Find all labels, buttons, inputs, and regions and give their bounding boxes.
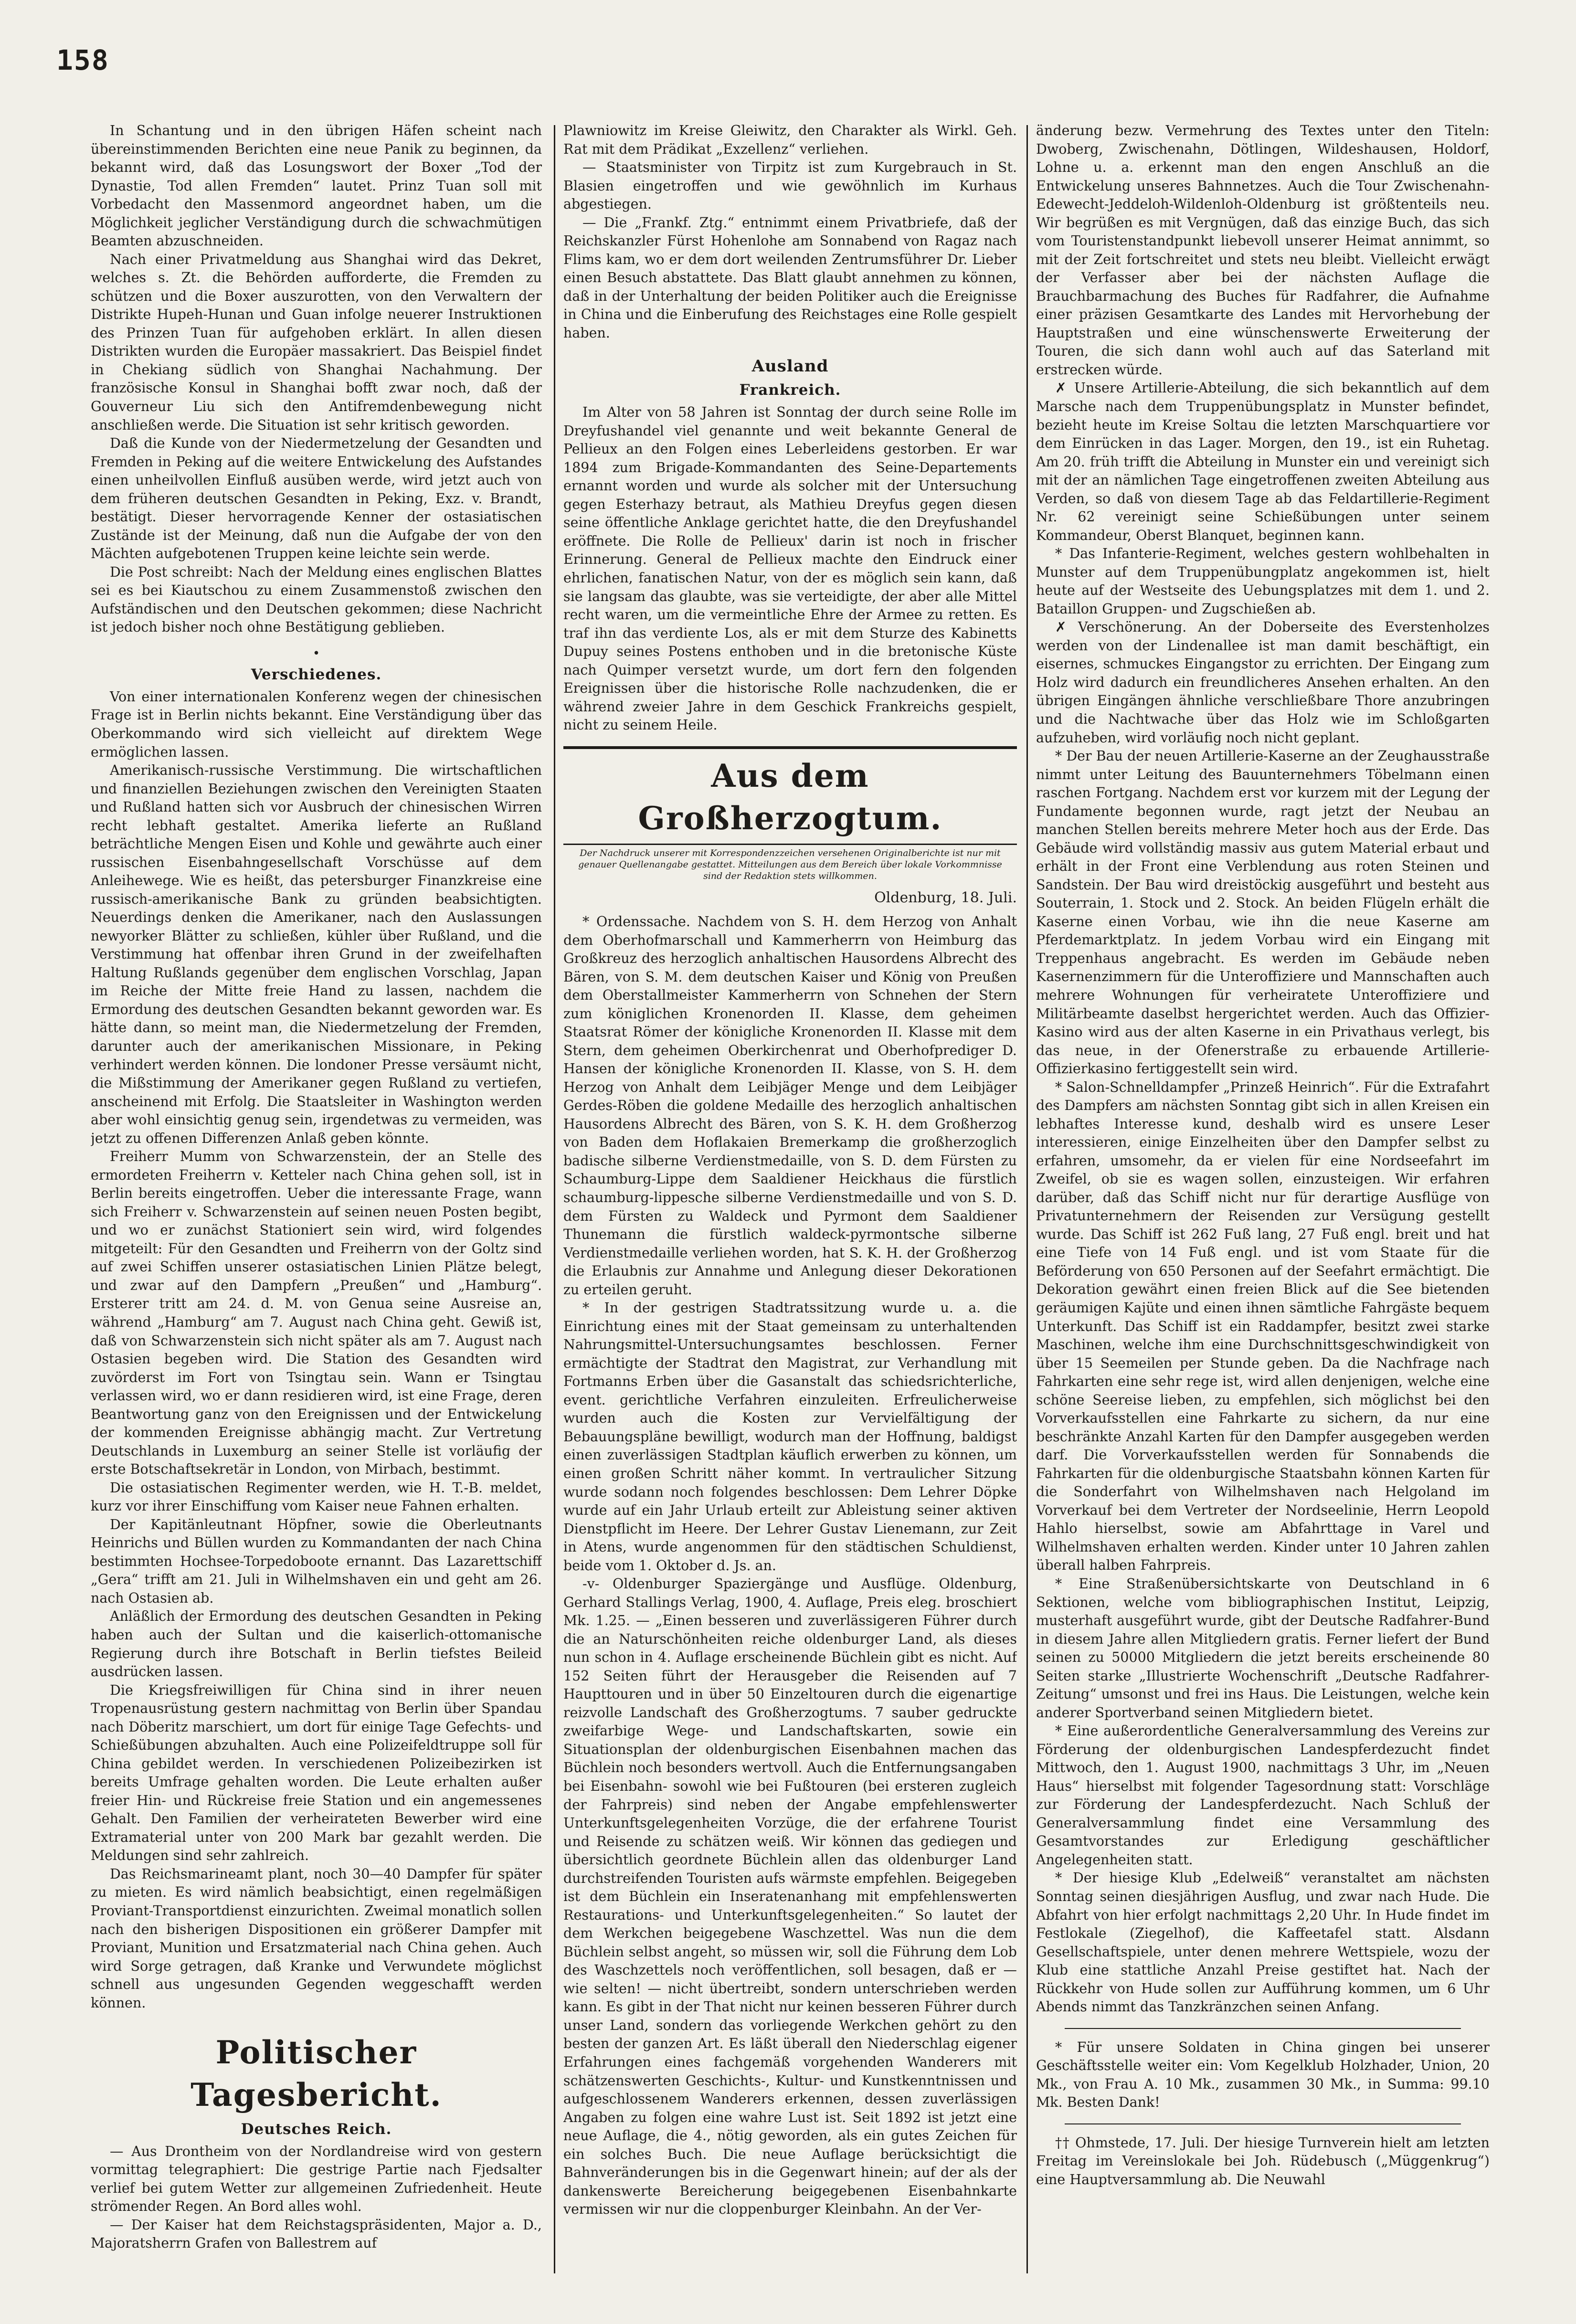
- article-paragraph: Der Kapitänleutnant Höpfner, sowie die Oberleutnants Heinrichs und Büllen wurden zu Kommandanten der nach China bestimmten Hochsee-Torpedoboote ernannt. Das Lazarettschiff „Gera“ trifft am 21. Juli in Wilhelmshaven ein und geht am 26. nach Ostasien ab.: [91, 1516, 542, 1606]
- article-paragraph: Die Post schreibt: Nach der Meldung eines englischen Blattes sei es bei Kiautschou zu einem Zusammenstoß zwischen den Aufständischen und den Deutschen gekommen; diese Nachricht ist jedoch bisher noch ohne Bestätigung geblieben.: [91, 564, 542, 635]
- section-subtitle-frankreich: Frankreich.: [739, 381, 841, 399]
- article-paragraph: * Ordenssache. Nachdem von S. H. dem Herzog von Anhalt dem Oberhofmarschall und Kammerherrn von Heimburg das Großkreuz des herzoglich anhaltischen Hausordens Albrecht des Bären, von S. M. dem deutschen Kaiser und König von Preußen dem Oberstallmeister Kammerherrn von Schnehen der Stern zum königlichen Kronenorden II. Klasse, dem geheimen Staatsrat Römer der königliche Kronenorden II. Klasse mit dem Stern, dem geheimen Oberkirchenrat und Oberhofprediger D. Hansen der königliche Kronenorden II. Klasse, von S. H. dem Herzog von Anhalt dem Leibjäger Menge und dem Leibjäger Gerdes-Röben die goldene Medaille des herzoglich anhaltischen Hausordens Albrecht des Bären, von S. K. H. dem Großherzog von Baden dem Hoflakaien Bremerkamp die großherzoglich badische silberne Verdienstmedaille, von S. D. dem Fürsten zu Schaumburg-Lippe dem Saaldiener Heickhaus die fürstlich schaumburg-lippesche silberne Verdienstmedaille und von S. D. dem Fürsten zu Waldeck und Pyrmont dem Saaldiener Thunemann die fürstlich waldeck-pyrmontsche silberne Verdienstmedaille verliehen worden, hat S. K. H. der Großherzog die Erlaubnis zur Annahme und Anlegung dieser Dekorationen zu erteilen geruht.: [563, 914, 1017, 1298]
- column-3: [1036, 122, 1490, 2270]
- article-paragraph: Freiherr Mumm von Schwarzenstein, der an Stelle des ermordeten Freiherrn v. Ketteler nach China gehen soll, ist in Berlin bereits eingetroffen. Ueber die interessante Frage, wann sich Freiherr v. Schwarzenstein auf seinen neuen Posten begibt, und wo er zunächst Stationiert sein wird, wird folgendes mitgeteilt: Für den Gesandten und Freiherrn von der Goltz sind auf zwei Schiffen unserer ostasiatischen Linien Plätze belegt, und zwar auf den Dampfern „Preußen“ und „Hamburg“. Ersterer tritt am 24. d. M. von Genua seine Ausreise an, während „Hamburg“ am 7. August nach China geht. Gewiß ist, daß von Schwarzenstein sich nicht später als am 7. August nach Ostasien begeben wird. Die Station des Gesandten wird zuvörderst im Fort von Tsingtau sein. Wann er Tsingtau verlassen wird, wo er dann residieren wird, ist eine Frage, deren Beantwortung ganz von den Ereignissen und der Entwickelung der kommenden Ereignisse abhängig macht. Zur Vertretung Deutschlands in Luxemburg an seiner Stelle ist vorläufig der erste Botschaftsekretär in London, von Mirbach, bestimmt.: [91, 1149, 542, 1478]
- article-paragraph: — Der Kaiser hat dem Reichstagspräsidenten, Major a. D., Majoratsherrn Grafen von Ballestrem auf: [91, 2217, 542, 2251]
- article-paragraph: * In der gestrigen Stadtratssitzung wurde u. a. die Einrichtung eines mit der Staat gemeinsam zu unterhaltenden Nahrungsmittel-Untersuchungsamtes beschlossen. Ferner ermächtigte der Stadtrat den Magistrat, zur Verhandlung mit Fortmanns Erben über die Gasanstalt das schiedsrichterliche, event. gerichtliche Verfahren einzuleiten. Erfreulicherweise wurden auch die Kosten zur Vervielfältigung der Bebauungspläne bewilligt, wodurch man der Hoffnung, baldigst einen zuverlässigen Stadtplan käuflich erwerben zu können, um einen großen Schritt näher kommt. In vertraulicher Sitzung wurde sodann noch folgendes beschlossen: Dem Lehrer Döpke wurde auf ein Jahr Urlaub erteilt zur Ableistung seiner aktiven Dienstpflicht im Heere. Der Lehrer Gustav Lienemann, zur Zeit in Atens, wurde angenommen für den städtischen Schuldienst, beide vom 1. Oktober d. Js. an.: [563, 1300, 1017, 1574]
- dateline: Oldenburg, 18. Juli.: [874, 889, 1017, 907]
- article-paragraph: Plawniowitz im Kreise Gleiwitz, den Charakter als Wirkl. Geh. Rat mit dem Prädikat „Exzellenz“ verliehen.: [563, 123, 1017, 157]
- section-title-ausland: Ausland: [751, 357, 829, 376]
- section-title-grossherzogtum: Aus dem Großherzogtum.: [563, 746, 1017, 845]
- section-heading-verschiedenes: Verschiedenes.: [251, 666, 382, 684]
- section-divider: [1065, 2123, 1461, 2124]
- section-subtitle-deutsches-reich: Deutsches Reich.: [241, 2120, 392, 2138]
- article-paragraph: — Aus Drontheim von der Nordlandreise wird von gestern vormittag telegraphiert: Die gestrige Partie nach Fjedsalter verlief bei gutem Wetter zur allgemeinen Zufriedenheit. Heute strömender Regen. An Bord alles wohl.: [91, 2143, 542, 2215]
- article-paragraph: * Für unsere Soldaten in China gingen bei unserer Geschäftsstelle weiter ein: Vom Kegelklub Holzhader, Union, 20 Mk., von Frau A. 10 Mk., zusammen 30 Mk., in Summa: 99.10 Mk. Besten Dank!: [1036, 2039, 1490, 2111]
- article-paragraph: -v- Oldenburger Spaziergänge und Ausflüge. Oldenburg, Gerhard Stallings Verlag, 1900, 4. Auflage, Preis eleg. broschiert Mk. 1.25. — „Einen besseren und zuverlässigeren Führer durch die an Naturschönheiten reiche oldenburger Land, als dieses nun schon in 4. Auflage erscheinende Büchlein gibt es nicht. Auf 152 Seiten führt der Herausgeber die Reisenden auf 7 Haupttouren und in über 50 Einzeltouren durch die eigenartige reizvolle Landschaft des Großherzogtums. 7 sauber gedruckte zweifarbige Wege- und Landschaftskarten, sowie ein Situationsplan der oldenburgischen Eisenbahnen machen das Büchlein noch besonders wertvoll. Auch die Entfernungsangaben bei Eisenbahn- sowohl wie bei Fußtouren (bei ersteren zugleich der Fahrpreis) sind neben der Angabe empfehlenswerter Unterkunftsgelegenheiten Vorzüge, die der erfahrene Tourist und Reisende zu schätzen weiß. Wir können das gediegen und übersichtlich geordnete Büchlein allen das oldenburger Land durchstreifenden Touristen aufs wärmste empfehlen. Beigegeben ist dem Büchlein ein Inseratenanhang mit empfehlenswerten Restaurations- und Unterkunftsgelegenheiten.“ So lautet der dem Werkchen beigegebene Waschzettel. Was nun die dem Büchlein selbst angeht, so müssen wir, soll die Führung dem Lob des Waschzettels noch veröffentlichen, soll besagen, daß er — wie selten! — nicht übertreibt, sondern unterschrieben werden kann. Es gibt in der That nicht nur keinen besseren Führer durch unser Land, sondern das vorliegende Werkchen gehört zu den besten der ganzen Art. Es läßt überall den Niederschlag eigener Erfahrungen eines fachgemäß vorgehenden Wanderers mit schätzenswerten Geschichts-, Kultur- und Kunstkenntnissen und aufgeschlossenem Wanderers erkennen, dessen zuverlässigen Angaben zu folgen eine wahre Lust ist. Seit 1892 ist jetzt eine neue Auflage, die 4., nötig geworden, als ein gutes Zeichen für ein solches Buch. Die neue Auflage berücksichtigt die Bahnveränderungen bis in die Gegenwart hinein; auf der als der dankenswerte Bereicherung beigegebenen Eisenbahnkarte vermissen wir nur die cloppenburger Kleinbahn. An der Ver-: [563, 1576, 1017, 2218]
- reprint-notice: Der Nachdruck unserer mit Korrespondenzzeichen versehenen Originalberichte ist nur mit genauer Quellenangabe gestattet. Mitteilungen aus dem Bereich über lokale Vorkommnisse sind der Redaktion stets willkommen.: [578, 848, 1002, 881]
- article-paragraph: * Salon-Schnelldampfer „Prinzeß Heinrich“. Für die Extrafahrt des Dampfers am nächsten Sonntag gibt sich in allen Kreisen ein lebhaftes Interesse kund, deshalb wird es unsere Leser interessieren, einige Einzelheiten über den Dampfer selbst zu erfahren, umsomehr, da er vielen für eine Nordseefahrt im Zweifel, ob sie es wagen sollen, einzusteigen. Wir erfahren darüber, daß das Schiff nicht nur für derartige Ausflüge von Privatunternehmern der Reisenden zur Versügung gestellt wurde. Das Schiff ist 262 Fuß lang, 27 Fuß engl. breit und hat eine Tiefe von 14 Fuß engl. und ist vom Staate für die Beförderung von 650 Personen auf der Seefahrt ermächtigt. Die Dekoration gewährt einen freien Blick auf die See bietenden geräumigen Kajüte und einen ihnen sämtliche Fahrgäste bequem Unterkunft. Das Schiff ist ein Raddampfer, besitzt zwei starke Maschinen, welche ihm eine Durchschnittsgeschwindigkeit von über 15 Seemeilen per Stunde geben. Da die Nachfrage nach Fahrkarten eine sehr rege ist, wird allen denjenigen, welche eine schöne Seereise lieben, zu empfehlen, sich möglichst bei den Vorverkaufsstellen eine Fahrkarte zu sichern, da nur eine beschränkte Anzahl Karten für den Dampfer ausgegeben werden darf. Die Vorverkaufsstellen werden für Sonnabends die Fahrkarten für die oldenburgische Staatsbahn können Karten für die Sonderfahrt von Wilhelmshaven nach Helgoland im Vorverkauf bei dem Vertreter der Nordseelinie, Herrn Leopold Hahlo hierselbst, sowie am Abfahrttage in Varel und Wilhelmshaven erhalten werden. Kinder unter 10 Jahren zahlen überall halben Fahrpreis.: [1036, 1079, 1490, 1574]
- article-paragraph: ✗ Verschönerung. An der Doberseite des Everstenholzes werden von der Lindenallee ist man damit beschäftigt, ein eisernes, schmuckes Eingangstor zu errichten. Der Eingang zum Holz wird dadurch ein freundlicheres Ansehen erhalten. An den übrigen Eingängen ähnliche verschließbare Thore anzubringen und die Nachtwache über das Holz wie im Schloßgarten aufzuheben, wird vorläufig noch nicht geplant.: [1036, 619, 1490, 746]
- article-paragraph: — Staatsminister von Tirpitz ist zum Kurgebrauch in St. Blasien eingetroffen und wie gewöhnlich im Kurhaus abgestiegen.: [563, 159, 1017, 212]
- section-title-politischer-tagesbericht: Politischer Tagesbericht.: [190, 2034, 442, 2114]
- article-paragraph: Die ostasiatischen Regimenter werden, wie H. T.-B. meldet, kurz vor ihrer Einschiffung vom Kaiser neue Fahnen erhalten.: [91, 1479, 542, 1514]
- article-paragraph: * Das Infanterie-Regiment, welches gestern wohlbehalten in Munster auf dem Truppenübungplatz angekommen ist, hielt heute auf der Westseite des Uebungsplatzes mit dem 1. und 2. Bataillon Gruppen- und Zugschießen ab.: [1036, 546, 1490, 617]
- article-paragraph: * Der hiesige Klub „Edelweiß“ veranstaltet am nächsten Sonntag seinen diesjährigen Ausflug, und zwar nach Hude. Die Abfahrt von hier erfolgt nachmittags 2,20 Uhr. In Hude findet im Festlokale (Ziegelhof), die Kaffeetafel statt. Alsdann Gesellschaftspiele, unter denen mehrere Wettspiele, wozu der Klub eine stattliche Anzahl Preise gestiftet hat. Nach der Rückkehr von Hude sollen zur Aufführung kommen, um 6 Uhr Abends nimmt das Tanzkränzchen seinen Anfang.: [1036, 1870, 1490, 2015]
- article-paragraph: †† Ohmstede, 17. Juli. Der hiesige Turnverein hielt am letzten Freitag im Vereinslokale bei Joh. Rüdebusch („Müggenkrug“) eine Hauptversammlung ab. Die Neuwahl: [1036, 2134, 1490, 2187]
- article-paragraph: Im Alter von 58 Jahren ist Sonntag der durch seine Rolle im Dreyfushandel viel genannte und weit bekannte General de Pellieux an den Folgen eines Leberleidens gestorben. Er war 1894 zum Brigade-Kommandanten des Seine-Departements ernannt worden und wurde als solcher mit der Untersuchung gegen Esterhazy betraut, als Mathieu Dreyfus gegen diesen seine öffentliche Anklage gerichtet hatte, die den Dreyfushandel eröffnete. Die Rolle de Pellieux' darin ist noch in frischer Erinnerung. General de Pellieux machte den Eindruck einer ehrlichen, fanatischen Natur, von der es möglich sein kann, daß sie langsam das glaubte, was sie verteidigte, der aber alle Mittel recht waren, um die vermeintliche Ehre der Armee zu retten. Es traf ihn das verdiente Los, als er mit dem Sturze des Kabinetts Dupuy seines Postens enthoben und in die bretonische Küste nach Quimper versetzt wurde, um dort fern den folgenden Ereignissen über die historische Rolle nachzudenken, die er während zweier Jahre in dem Geschick Frankreichs gespielt, nicht zu seinem Heile.: [563, 404, 1017, 733]
- article-paragraph: ✗ Unsere Artillerie-Abteilung, die sich bekanntlich auf dem Marsche nach dem Truppenübungsplatz in Munster befindet, bezieht heute im Kreise Soltau die letzten Marschquartiere vor dem Einrücken in das Lager. Morgen, den 19., ist ein Ruhetag. Am 20. früh trifft die Abteilung in Munster ein und vereinigt sich mit der an nämlichen Tage eingetroffenen zweiten Abteilung aus Verden, so daß von diesem Tage ab das Feldartillerie-Regiment Nr. 62 vereinigt seine Schießübungen unter seinem Kommandeur, Oberst Blanquet, beginnen kann.: [1036, 380, 1490, 543]
- article-paragraph: Anläßlich der Ermordung des deutschen Gesandten in Peking haben auch der Sultan und die kaiserlich-ottomanische Regierung durch ihre Botschaft in Berlin tiefstes Beileid ausdrücken lassen.: [91, 1608, 542, 1680]
- page-number: 158: [56, 44, 109, 76]
- article-paragraph: * Der Bau der neuen Artillerie-Kaserne an der Zeughausstraße nimmt unter Leitung des Bauunternehmers Töbelmann einen raschen Fortgang. Nachdem erst vor kurzem mit der Legung der Fundamente begonnen wurde, ragt jetzt der Neubau an manchen Stellen bereits mehrere Meter hoch aus der Erde. Das Gebäude wird vollständig massiv aus gutem Material erbaut und erhält in der Front eine Verblendung aus roten Steinen und Sandstein. Der Bau wird dreistöckig ausgeführt und besteht aus Souterrain, 1. Stock und 2. Stock. An beiden Flügeln erhält die Kaserne einen Vorbau, wie ihn die neue Kaserne am Pferdemarktplatz. In jedem Vorbau wird ein Eingang mit Treppenhaus angebracht. Es werden im Gebäude neben Kasernenzimmern für die Unteroffiziere und Mannschaften auch mehrere Wohnungen für verheiratete Unteroffiziere und Militärbeamte daselbst hergerichtet werden. Auch das Offizier-Kasino wird aus der alten Kaserne in ein Privathaus verlegt, bis das neue, in der Ofenerstraße zu erbauende Artillerie-Offizierkasino fertiggestellt sein wird.: [1036, 748, 1490, 1077]
- article-paragraph: Von einer internationalen Konferenz wegen der chinesischen Frage ist in Berlin nichts bekannt. Eine Verständigung über das Oberkommando wird sich vielleicht auf direktem Wege ermöglichen lassen.: [91, 688, 542, 760]
- column-rule-left: [554, 125, 555, 2273]
- article-paragraph: Nach einer Privatmeldung aus Shanghai wird das Dekret, welches s. Zt. die Behörden aufforderte, die Fremden zu schützen und die Boxer auszurotten, von den Verwaltern der Distrikte Hupeh-Hunan und Guan infolge neuerer Instruktionen des Prinzen Tuan für aufgehoben erklärt. In allen diesen Distrikten wurden die Europäer massakriert. Das Beispiel findet in Chekiang südlich von Shanghai Nachahmung. Der französische Konsul in Shanghai bofft zwar noch, daß der Gouverneur Liu sich den Antifremdenbewegung nicht anschließen werde. Die Situation ist sehr kritisch geworden.: [91, 251, 542, 433]
- article-paragraph: Daß die Kunde von der Niedermetzelung der Gesandten und Fremden in Peking auf die weitere Entwickelung des Aufstandes einen unheilvollen Einfluß ausüben werde, wird jetzt auch von dem früheren deutschen Gesandten in Peking, Exz. v. Brandt, bestätigt. Dieser hervorragende Kenner der ostasiatischen Zustände ist der Meinung, daß nun die Aufgabe der von den Mächten aufgebotenen Truppen keine leichte sein werde.: [91, 435, 542, 562]
- article-paragraph: — Die „Frankf. Ztg.“ entnimmt einem Privatbriefe, daß der Reichskanzler Fürst Hohenlohe am Sonnabend von Ragaz nach Flims kam, wo er dem dort weilenden Zentrumsführer Dr. Lieber einen Besuch abstattete. Das Blatt glaubt annehmen zu können, daß in der Unterhaltung der beiden Politiker auch die Ereignisse in China und die Einberufung des Reichstages eine Rolle gespielt haben.: [563, 214, 1017, 341]
- article-paragraph: Das Reichsmarineamt plant, noch 30—40 Dampfer für später zu mieten. Es wird nämlich beabsichtigt, einen regelmäßigen Proviant-Transportdienst einzurichten. Zweimal monatlich sollen nach den bisherigen Dispositionen ein größerer Dampfer mit Proviant, Munition und Ersatzmaterial nach China gehen. Auch wird Sorge getragen, daß Kranke und Verwundete möglichst schnell aus ungesunden Gegenden weggeschafft werden können.: [91, 1866, 542, 2011]
- article-paragraph: änderung bezw. Vermehrung des Textes unter den Titeln: Dwoberg, Zwischenahn, Dötlingen, Wildeshausen, Holdorf, Lohne u. a. erkennt man den engen Anschluß an die Entwickelung unseres Bahnnetzes. Auch die Tour Zwischenahn-Edewecht-Jeddeloh-Wildenloh-Oldenburg ist größtenteils neu. Wir begrüßen es mit Vergnügen, daß das einzige Buch, das sich vom Touristenstandpunkt liebevoll unserer Heimat annimmt, so mit der Zeit fortschreitet und stets neu bleibt. Vielleicht erwägt der Verfasser aber bei der nächsten Auflage die Brauchbarmachung des Buches für Radfahrer, die Aufnahme einer präzisen Gesamtkarte des Landes mit Hervorhebung der Hauptstraßen und eine wünschenswerte Erweiterung der Touren, die sich dann wohl auch auf das Saterland mit erstrecken würde.: [1036, 123, 1490, 378]
- article-paragraph: Die Kriegsfreiwilligen für China sind in ihrer neuen Tropenausrüstung gestern nachmittag von Berlin über Spandau nach Döberitz marschiert, um dort für einige Tage Gefechts- und Schießübungen abzuhalten. Auch eine Polizeifeldtruppe soll für China gebildet werden. In verschiedenen Polizeibezirken ist bereits Umfrage gehalten worden. Die Leute erhalten außer freier Hin- und Rückreise freie Station und ein angemessenes Gehalt. Den Familien der verheirateten Bewerber wird eine Extramaterial unter von 200 Mark bar gezahlt werden. Die Meldungen sind sehr zahlreich.: [91, 1682, 542, 1864]
- article-paragraph: In Schantung und in den übrigen Häfen scheint nach übereinstimmenden Berichten eine neue Panik zu beginnen, da bekannt wird, daß das Losungswort der Boxer „Tod der Dynastie, Tod allen Fremden“ lautet. Prinz Tuan soll mit Vorbedacht den Massenmord angeordnet haben, um die Möglichkeit jeglicher Verständigung durch die schwachmütigen Beamten abzuschneiden.: [91, 123, 542, 249]
- column-1: [91, 122, 542, 2270]
- article-paragraph: * Eine Straßenübersichtskarte von Deutschland in 6 Sektionen, welche vom bibliographischen Institut, Leipzig, musterhaft ausgeführt wurde, gibt der Deutsche Radfahrer-Bund in diesem Jahre allen Mitgliedern gratis. Ferner liefert der Bund seinen zu 50000 Mitgliedern die jetzt bereits erscheinende 80 Seiten starke „Illustrierte Wochenschrift „Deutsche Radfahrer-Zeitung“ umsonst und frei ins Haus. Die Leistungen, welche kein anderer Sportverband seinen Mitgliedern bietet.: [1036, 1575, 1490, 1721]
- section-divider: [1065, 2028, 1461, 2029]
- column-2: [563, 122, 1017, 2270]
- column-rule-right: [1026, 125, 1028, 2273]
- section-ornament: •: [312, 646, 320, 661]
- article-paragraph: Amerikanisch-russische Verstimmung. Die wirtschaftlichen und finanziellen Beziehungen zwischen den Vereinigten Staaten und Rußland hatten sich vor Ausbruch der chinesischen Wirren recht lebhaft gestaltet. Amerika lieferte an Rußland beträchtliche Mengen Eisen und Kohle und gewährte auch einer russischen Eisenbahngesellschaft Vorschüsse auf dem Anleihewege. Wie es heißt, das petersburger Finanzkreise eine russisch-amerikanische Bank zu gründen beabsichtigten. Neuerdings denken die Amerikaner, nach den Auslassungen newyorker Blätter zu schließen, kühler über Rußland, und die Verstimmung hat offenbar ihren Grund in der zweifelhaften Haltung Rußlands gegenüber dem englischen Vorschlag, Japan im Reiche der Mitte freie Hand zu lassen, nachdem die Ermordung des deutschen Gesandten bekannt geworden war. Es hätte dann, so meint man, die Niedermetzelung der Fremden, darunter auch der amerikanischen Missionare, in Peking verhindert werden können. Die londoner Presse versäumt nicht, die Mißstimmung der Amerikaner gegen Rußland zu vertiefen, anscheinend mit Erfolg. Die Staatsleiter in Washington werden aber wohl einsichtig genug sein, irgendetwas zu vermeiden, was jetzt zu offenen Differenzen Anlaß geben könnte.: [91, 762, 542, 1146]
- article-paragraph: * Eine außerordentliche Generalversammlung des Vereins zur Förderung der oldenburgischen Landespferdezucht findet Mittwoch, den 1. August 1900, nachmittags 3 Uhr, im „Neuen Haus“ hierselbst mit folgender Tagesordnung statt: Vorschläge zur Förderung der Landespferdezucht. Nach Schluß der Generalversammlung findet eine Versammlung des Gesamtvorstandes zur Erledigung geschäftlicher Angelegenheiten statt.: [1036, 1723, 1490, 1868]
